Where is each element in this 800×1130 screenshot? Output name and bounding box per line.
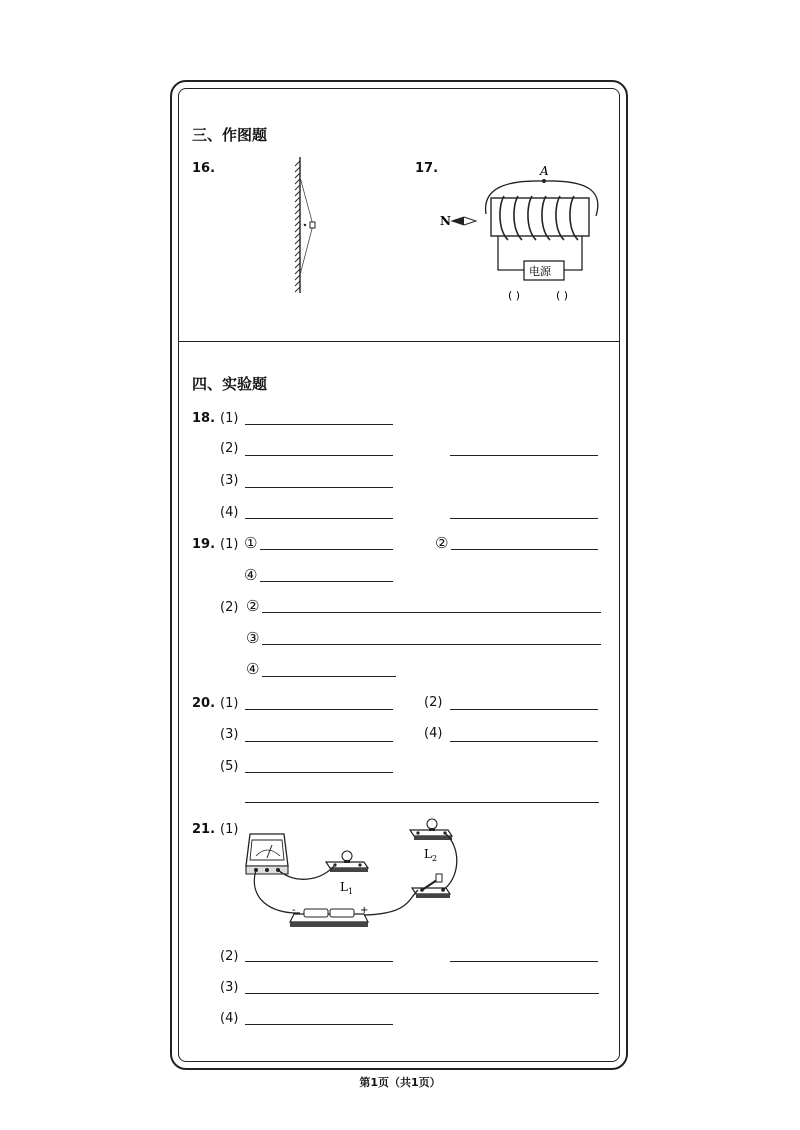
answer-line[interactable] — [260, 581, 393, 582]
q21-part1: (1) — [220, 822, 239, 837]
q20-part2: (2) — [424, 695, 443, 710]
q20-part3: (3) — [220, 727, 239, 742]
q20-number: 20. — [192, 696, 216, 711]
battery-minus-label: - — [292, 905, 296, 916]
answer-line[interactable] — [450, 518, 598, 519]
answer-line[interactable] — [245, 709, 393, 710]
q18-part1: (1) — [220, 411, 239, 426]
q18-part3: (3) — [220, 473, 239, 488]
q21-circuit-figure — [240, 818, 470, 938]
lamp-l2-icon — [410, 819, 452, 840]
answer-line[interactable] — [245, 993, 599, 994]
section-divider — [179, 341, 619, 342]
q17-solenoid-figure — [436, 160, 616, 310]
page-footer: 第1页（共1页） — [359, 1076, 441, 1089]
answer-line[interactable] — [450, 709, 598, 710]
answer-line[interactable] — [260, 549, 393, 550]
answer-line[interactable] — [262, 644, 601, 645]
answer-line[interactable] — [245, 487, 393, 488]
q19-circle2: ② — [435, 534, 449, 552]
q18-part2: (2) — [220, 441, 239, 456]
power-supply-label: 电源 — [529, 265, 551, 278]
q19-part2-circle3: ③ — [246, 629, 260, 647]
q19-circle4: ④ — [244, 566, 258, 584]
q19-part2: (2) — [220, 600, 239, 615]
answer-line[interactable] — [450, 741, 598, 742]
answer-line[interactable] — [451, 549, 598, 550]
q16-number: 16. — [192, 161, 216, 176]
q20-part1: (1) — [220, 696, 239, 711]
q19-part2-circle4: ④ — [246, 660, 260, 678]
answer-line[interactable] — [450, 961, 598, 962]
q21-part4: (4) — [220, 1011, 239, 1026]
q18-part4: (4) — [220, 505, 239, 520]
q19-part2-circle2: ② — [246, 597, 260, 615]
answer-line[interactable] — [262, 676, 396, 677]
q21-number: 21. — [192, 822, 216, 837]
q18-number: 18. — [192, 411, 216, 426]
answer-line[interactable] — [245, 455, 393, 456]
lamp-l1-subscript: 1 — [348, 887, 354, 896]
q21-part2: (2) — [220, 949, 239, 964]
lamp-l1-icon — [326, 851, 368, 872]
q20-part4: (4) — [424, 726, 443, 741]
answer-line[interactable] — [245, 772, 393, 773]
switch-icon — [412, 874, 450, 898]
point-a-label: A — [540, 164, 549, 178]
answer-line[interactable] — [245, 424, 393, 425]
q16-mirror-figure — [280, 155, 330, 295]
bracket-left: ( ) — [508, 289, 521, 302]
section3-title: 三、作图题 — [192, 126, 268, 144]
answer-line[interactable] — [245, 518, 393, 519]
battery-plus-label: + — [360, 905, 369, 916]
answer-line[interactable] — [245, 1024, 393, 1025]
lamp-l2-label: L — [424, 847, 432, 861]
bracket-right: ( ) — [556, 289, 569, 302]
q21-part3: (3) — [220, 980, 239, 995]
answer-line[interactable] — [262, 612, 601, 613]
section4-title: 四、实验题 — [192, 375, 268, 393]
lamp-l1-label: L — [340, 880, 348, 894]
needle-n-label: N — [440, 214, 451, 228]
answer-line[interactable] — [450, 455, 598, 456]
q20-part5: (5) — [220, 759, 239, 774]
q17-number: 17. — [415, 161, 439, 176]
q19-part1: (1) — [220, 537, 239, 552]
q19-circle1: ① — [244, 534, 258, 552]
answer-line[interactable] — [245, 802, 599, 803]
ammeter-icon — [246, 834, 288, 874]
answer-line[interactable] — [245, 961, 393, 962]
battery-icon — [290, 909, 368, 927]
answer-line[interactable] — [245, 741, 393, 742]
q19-number: 19. — [192, 537, 216, 552]
lamp-l2-subscript: 2 — [432, 854, 438, 863]
